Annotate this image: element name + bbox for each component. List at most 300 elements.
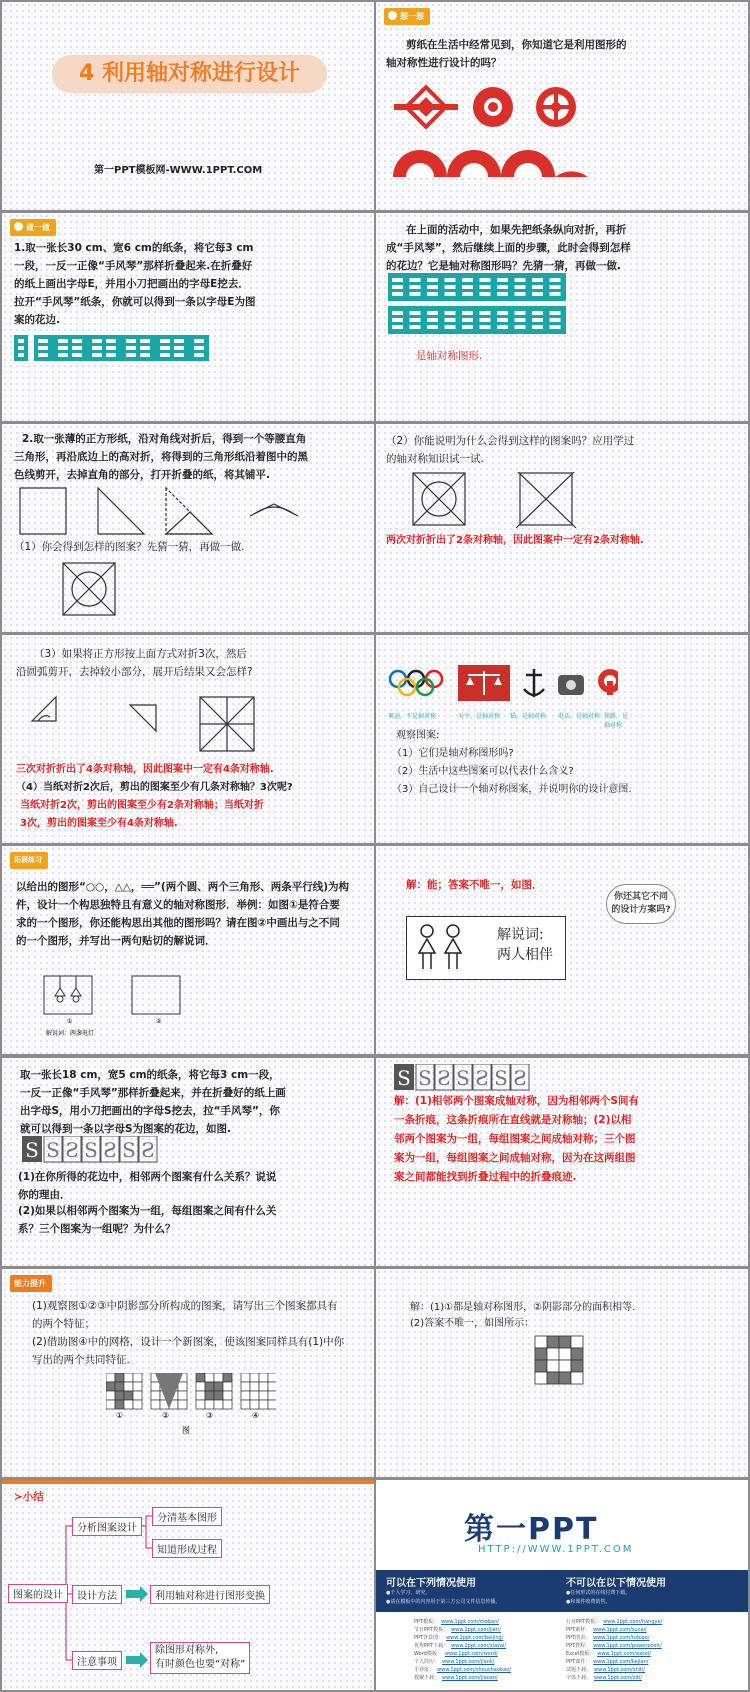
e-cutout-bar	[174, 339, 184, 343]
answer-grid-cell	[559, 1348, 571, 1360]
right-link-list	[566, 1618, 736, 1682]
e-cutout-bar	[92, 339, 102, 343]
link-label: 手抄报：	[414, 1667, 435, 1673]
link-url[interactable]: www.1ppt.com/jianli/	[442, 1659, 495, 1665]
right-link-row	[566, 1666, 736, 1674]
allowed-note-1: ●个人学习、研究。	[386, 1590, 431, 1596]
link-url[interactable]: www.1ppt.com/jieri/	[451, 1627, 501, 1633]
e-cutout-bar	[480, 325, 491, 329]
s-letter: S	[418, 1066, 432, 1090]
symbol-labels	[388, 711, 629, 729]
example-figures	[42, 974, 182, 1018]
e-cutout-bar	[140, 353, 150, 357]
slide-16[interactable]	[376, 1480, 748, 1690]
link-label: 行业PPT模板：	[566, 1619, 601, 1625]
left-link-row	[414, 1650, 564, 1658]
anchor-icon	[524, 669, 544, 697]
forbidden-note-1: ●任何形式的在线付费下载。	[566, 1590, 631, 1596]
e-cutout-bar	[462, 278, 473, 282]
s-letter: S	[46, 1138, 60, 1162]
question-3: （3）如果将正方形按上面方式对折3次，然后沿圆弧剪开，去掉较小部分，展开后结果又会怎样?	[16, 648, 253, 678]
link-url[interactable]: www.1ppt.com/hangye/	[603, 1619, 663, 1625]
grid-cell	[259, 1373, 268, 1382]
knot-papercut	[394, 87, 458, 127]
grid-label-3: ③	[206, 1411, 214, 1420]
e-cutout-bar	[427, 292, 438, 296]
caption-line-1: 解说词:	[497, 927, 544, 943]
e-cutout-bar	[515, 318, 526, 322]
s-letter: S	[513, 1066, 527, 1090]
link-label: PPT模板：	[414, 1619, 439, 1625]
brand-url[interactable]: HTTP://WWW.1PPT.COM	[478, 1544, 634, 1555]
grid-figures	[106, 1373, 276, 1411]
e-cutout-bar	[497, 311, 508, 315]
e-cutout-bar	[515, 292, 526, 296]
answer-grid-cell	[571, 1360, 583, 1372]
e-cutout-bar	[174, 346, 184, 350]
root-node: 图案的设计	[8, 1584, 68, 1603]
e-strip-illustration	[14, 335, 224, 363]
label-railway: 铁路，是轴对称	[604, 713, 629, 729]
e-cutout-bar	[392, 285, 403, 289]
leaf-line-2: 有时颜色也要“对称”	[155, 1659, 246, 1670]
answer-grid-cell	[571, 1348, 583, 1360]
left-link-row	[414, 1674, 564, 1682]
grid-cell	[214, 1391, 223, 1400]
grid-cell	[124, 1391, 133, 1400]
allowed-note-2: ●请在模板中的内容用于第三方公司文件信息传播。	[386, 1599, 501, 1605]
e-cutout-bar	[72, 353, 82, 357]
s-letter: S	[103, 1138, 117, 1162]
e-cutout-bar	[480, 318, 491, 322]
e-cutout-bar	[392, 325, 403, 329]
link-label: 节日PPT模板：	[414, 1627, 449, 1633]
grid-cell	[268, 1391, 276, 1400]
e-cutout-bar	[550, 278, 561, 282]
link-label: 优秀PPT下载：	[414, 1643, 449, 1649]
link-label: Word模板：	[414, 1651, 442, 1657]
e-cutout-bar	[550, 318, 561, 322]
grid-label-1: ①	[116, 1411, 124, 1420]
question-text: （1）你会得到怎样的图案？先猜一猜，再做一做.	[14, 541, 245, 553]
papercut-illustrations	[388, 82, 588, 192]
question-1: (1)在你所得的花边中，相邻两个图案有什么关系？说说你的理由．	[18, 1171, 277, 1201]
e-cutout-bar	[92, 346, 102, 350]
grid-cell	[268, 1373, 276, 1382]
wheel-papercut	[536, 87, 576, 127]
e-cutout-bar	[550, 285, 561, 289]
e-cutout-bar	[38, 353, 48, 357]
slide-12[interactable]	[376, 1058, 748, 1266]
grid-cell	[196, 1391, 205, 1400]
right-link-row	[566, 1626, 736, 1634]
s-letter: S	[456, 1066, 470, 1090]
grid-cell	[106, 1391, 115, 1400]
s-letter: S	[494, 1066, 508, 1090]
question-2: (2)借助图④中的网格，设计一个新图案，使该图案同样具有(1)中你写出的两个共同特征.	[32, 1336, 345, 1366]
e-cutout-bar	[410, 278, 421, 282]
e-cutout-bar	[532, 318, 543, 322]
e-cutout-bar	[427, 318, 438, 322]
grid-cell	[151, 1382, 160, 1391]
telephone-icon	[558, 675, 584, 695]
fig1-label: ①	[67, 1018, 73, 1025]
e-cutout-bar	[392, 318, 403, 322]
link-url[interactable]: www.1ppt.com/shiti/	[594, 1667, 646, 1673]
answer-figure	[406, 916, 566, 980]
e-cutout-bar	[410, 325, 421, 329]
allowed-title: 可以在下列情况使用	[386, 1578, 476, 1589]
e-cutout-bar	[106, 339, 116, 343]
fig2-label: ②	[156, 1018, 162, 1025]
grid-cell	[241, 1391, 250, 1400]
link-url[interactable]: www.1ppt.com/sucai/	[593, 1627, 647, 1633]
e-cutout-bar	[392, 292, 403, 296]
grid-cell	[250, 1382, 259, 1391]
e-cutout-bar	[550, 325, 561, 329]
s-letter: S	[65, 1138, 79, 1162]
symbol-icons	[388, 665, 618, 705]
forbidden-title: 不可以在以下情况使用	[566, 1578, 666, 1589]
observe-q1: （1）它们是轴对称图形吗?	[392, 748, 514, 759]
e-cutout-bar	[126, 346, 136, 350]
left-link-row	[414, 1618, 564, 1626]
grid-cell	[151, 1400, 160, 1409]
forbidden-note-2: ●和课件收费销售。	[566, 1599, 611, 1605]
left-link-row	[414, 1642, 564, 1650]
grid-cell	[268, 1400, 276, 1409]
link-url[interactable]: www.1ppt.com/moban/	[441, 1619, 499, 1625]
slide-3[interactable]	[2, 213, 374, 421]
e-cutout-bar	[410, 285, 421, 289]
answer-text: 解：(1)相邻两个图案成轴对称，因为相邻两个S间有一条折痕，这条折痕所在直线就是对称轴；(2)以相邻两个图案为一组，每组图案之间成轴对称；三个图案为一组，每组图案之间成轴对称，因为在这两组图案之间都能找到折叠过程中的折叠痕迹.	[394, 1095, 639, 1183]
grid-cell	[115, 1382, 124, 1391]
answer-grid	[534, 1335, 586, 1387]
pencil-icon	[14, 222, 23, 231]
link-url[interactable]: www.1ppt.com/tubiao/	[593, 1635, 650, 1641]
tag-label: 想一想	[400, 12, 424, 21]
leaf-line-1: 除图形对称外,	[155, 1645, 219, 1656]
right-link-row	[566, 1674, 736, 1682]
answer-grid-cell	[535, 1348, 547, 1360]
slide-7[interactable]	[2, 635, 374, 843]
answer-text: 解：能；答案不唯一，如图．	[406, 879, 543, 891]
grid-cell	[115, 1373, 124, 1382]
slide-8[interactable]	[376, 635, 748, 843]
answer-3: 三次对折折出了4条对称轴，因此图案中一定有4条对称轴.	[16, 764, 274, 775]
grid-cell	[106, 1382, 115, 1391]
slide-13[interactable]	[2, 1269, 374, 1477]
right-link-row	[566, 1658, 736, 1666]
grid-cell	[214, 1373, 223, 1382]
olympic-rings-icon	[390, 671, 442, 695]
link-label: 字体下载：	[566, 1675, 592, 1681]
section-tag: 拓展练习	[10, 852, 48, 869]
grid-cell	[241, 1373, 250, 1382]
grid-cell	[241, 1382, 250, 1391]
brand-logo: 第一PPT	[464, 1512, 599, 1547]
exercise-text: 以给出的图形“○○，△△，══”(两个圆、两个三角形、两条平行线)为构件，设计一个构思独特且有意义的轴对称图形．举例：如图①是符合要求的一个图形，你还能构思出其他的图形吗？请在图②中画出与之不同的一个图形，并写出一两句贴切的解说词．	[16, 881, 350, 947]
e-cutout-bar	[427, 311, 438, 315]
e-cutout-bar	[72, 346, 82, 350]
pattern-figures	[412, 472, 612, 528]
s-letter: S	[84, 1138, 98, 1162]
grid-cell	[151, 1391, 160, 1400]
link-url[interactable]: www.1ppt.com/excel/	[597, 1651, 651, 1657]
folding-steps	[18, 486, 338, 538]
answer-grid-cell	[547, 1372, 559, 1384]
e-cutout-bar	[160, 339, 170, 343]
answer-grid-cell	[535, 1360, 547, 1372]
e-cutout-bar	[445, 311, 456, 315]
grid-cell	[106, 1373, 115, 1382]
left-link-list	[414, 1618, 564, 1682]
section-tag: 做一做	[10, 219, 56, 236]
slide-2[interactable]	[376, 2, 748, 210]
e-cutout-bar	[550, 311, 561, 315]
grid-cell	[106, 1400, 115, 1409]
link-url[interactable]: www.1ppt.com/ziti/	[594, 1675, 642, 1681]
branch-method: 设计方法	[72, 1585, 122, 1604]
grid-cell	[205, 1382, 214, 1391]
e-cutout-bar	[462, 325, 473, 329]
question-1: (1)观察图①②③中阴影部分所构成的图案，请写出三个图案都具有的两个特征；	[32, 1300, 338, 1330]
e-cutout-bar	[160, 353, 170, 357]
leaf-color-symmetry	[150, 1642, 250, 1674]
right-link-row	[566, 1618, 736, 1626]
e-cutout-bar	[194, 353, 204, 357]
e-cutout-bar	[480, 278, 491, 282]
label-olympic: 奥运，不是轴对称	[388, 713, 437, 720]
e-cutout-bar	[38, 339, 48, 343]
e-cutout-bar	[550, 292, 561, 296]
grid-cell	[196, 1400, 205, 1409]
three-fold-figures	[30, 695, 260, 755]
grid-cell	[196, 1373, 205, 1382]
observe-heading: 观察图案:	[396, 730, 440, 741]
e-cutout-bar	[58, 346, 68, 350]
section-tag	[384, 8, 430, 25]
e-cutout-bar	[480, 292, 491, 296]
grid-cell	[205, 1373, 214, 1382]
link-label: PPT教程：	[566, 1643, 591, 1649]
link-label: PPT课件：	[566, 1659, 591, 1665]
e-cutout-bar	[126, 353, 136, 357]
e-cutout-bar	[427, 285, 438, 289]
e-cutout-bar	[462, 311, 473, 315]
flower-papercut	[473, 87, 513, 127]
leaf-basic-shapes: 分清基本图形	[152, 1507, 222, 1526]
caption-line-2: 两人相伴	[497, 947, 553, 963]
e-cutout-bar	[72, 339, 82, 343]
e-cutout-bar	[462, 318, 473, 322]
answer-grid-cell	[547, 1360, 559, 1372]
arch-papercut	[393, 150, 588, 177]
right-link-row	[566, 1634, 736, 1642]
e-cutout-bar	[497, 278, 508, 282]
e-cutout-bar	[445, 325, 456, 329]
e-cutout-bar	[392, 311, 403, 315]
license-banner	[376, 1570, 748, 1612]
link-url[interactable]: www.1ppt.com/beijing/	[446, 1635, 504, 1641]
e-cutout-bar	[532, 278, 543, 282]
leaf-transform: 利用轴对称进行图形变换	[150, 1585, 270, 1604]
grid-cell	[250, 1373, 259, 1382]
e-cutout-bar	[497, 285, 508, 289]
link-url[interactable]: www.1ppt.com/kejian/	[593, 1659, 649, 1665]
link-url[interactable]: www.1ppt.com/powerpoint/	[593, 1643, 662, 1649]
link-url[interactable]: www.1ppt.com/shouchaobao/	[437, 1667, 511, 1673]
e-cutout-bar	[515, 278, 526, 282]
branch-analysis: 分析图案设计	[72, 1517, 142, 1536]
section-tag: 能力提升	[10, 1275, 52, 1292]
right-link-row	[566, 1642, 736, 1650]
e-cutout-bar	[497, 325, 508, 329]
e-cutout-bar	[194, 339, 204, 343]
left-link-row	[414, 1658, 564, 1666]
lesson-title: 4 利用轴对称进行设计	[52, 55, 327, 93]
e-cutout-bar	[462, 285, 473, 289]
e-cutout-bar	[140, 346, 150, 350]
activity-text: 1.取一张长30 cm、宽6 cm的纸条，将它每3 cm一段，一反一正像“手风琴”那样折叠起来.在折叠好的纸上画出字母E，并用小刀把画出的字母E挖去．拉开“手风琴”纸条，你就可以得到一条以字母E为图案的花边.	[14, 242, 256, 326]
answer-2: (2)答案不唯一，如图所示：	[410, 1318, 535, 1329]
observe-q3: （3）自己设计一个轴对称图案，并说明你的设计意图.	[392, 784, 632, 795]
e-cutout-bar	[38, 346, 48, 350]
e-cutout-bar	[532, 325, 543, 329]
grid-cell	[133, 1400, 142, 1409]
grid-cell	[133, 1391, 142, 1400]
grid-cell	[115, 1400, 124, 1409]
grid-cell	[178, 1391, 187, 1400]
scales-icon	[458, 665, 510, 701]
e-cutout-bar	[532, 292, 543, 296]
grid-cell	[124, 1400, 133, 1409]
answer-1: 解：(1)①都是轴对称图形，②阴影部分的面积相等.	[410, 1302, 636, 1313]
link-url[interactable]: www.1ppt.com/word/	[444, 1651, 498, 1657]
summary-heading: ≻小结	[14, 1491, 44, 1503]
grid-cell	[115, 1391, 124, 1400]
e-cutout-bar	[532, 285, 543, 289]
e-cutout-bar	[445, 292, 456, 296]
e-cutout-bar	[532, 311, 543, 315]
s-letter: S	[397, 1066, 411, 1090]
slide-10[interactable]	[376, 846, 748, 1054]
slide-4[interactable]	[376, 213, 748, 421]
link-label: PPT素材：	[566, 1627, 591, 1633]
e-cutout-bar	[92, 353, 102, 357]
grid-label-4: ④	[252, 1411, 260, 1420]
link-label: PPT背景图：	[414, 1635, 444, 1641]
slide-15[interactable]	[2, 1480, 374, 1690]
e-cutout-bar	[140, 339, 150, 343]
grid-cell	[124, 1382, 133, 1391]
s-letter: S	[475, 1066, 489, 1090]
grid-cell	[259, 1391, 268, 1400]
e-cutout-bar	[480, 285, 491, 289]
slide-11[interactable]	[2, 1058, 374, 1266]
e-cutout-bar	[515, 325, 526, 329]
answer-grid-cell	[559, 1372, 571, 1384]
figure-caption: 图	[182, 1426, 190, 1435]
activity-text: 2.取一张薄的正方形纸，沿对角线对折后，得到一个等腰直角三角形，再沿底边上的高对折，将得到的三角形纸沿着图中的黑色线剪开，去掉直角的部分，打开折叠的纸，将其铺平.	[14, 433, 308, 481]
e-cutout-bar	[410, 311, 421, 315]
slide-9[interactable]	[2, 846, 374, 1054]
link-label: Excel模板：	[566, 1651, 595, 1657]
activity-text: 取一张长18 cm，宽5 cm的纸条，将它每3 cm一段，一反一正像“手风琴”那样折叠起来，并在折叠好的纸上画出字母S，用小刀把画出的字母S挖去，拉“手风琴”，你就可以得到一条以字母S为图案的花边，如图.	[20, 1069, 286, 1135]
slide-5[interactable]	[2, 424, 374, 632]
left-link-row	[414, 1634, 564, 1642]
grid-cell	[259, 1400, 268, 1409]
s-letter: S	[437, 1066, 451, 1090]
e-cutout-bar	[58, 339, 68, 343]
link-label: 试题下载：	[566, 1667, 592, 1673]
slide-14[interactable]	[376, 1269, 748, 1477]
slide-6[interactable]	[376, 424, 748, 632]
grid-cell	[205, 1400, 214, 1409]
grid-cell	[214, 1382, 223, 1391]
question-2: (2)如果以相邻两个图案为一组，每组图案之间有什么关系？三个图案为一组呢？为什么？	[18, 1205, 277, 1235]
e-cutout-bar	[515, 285, 526, 289]
link-url[interactable]: www.1ppt.com/jiaoan/	[442, 1675, 498, 1681]
s-letter: S	[141, 1138, 155, 1162]
grid-cell	[178, 1382, 187, 1391]
question-text: （2）你能说明为什么会得到这样的图案吗？应用学过的轴对称知识试一试.	[386, 435, 635, 465]
e-cutout-bar	[160, 346, 170, 350]
label-phone: 电话，是轴对称	[558, 713, 601, 720]
e-cutout-bar	[174, 353, 184, 357]
grid-cell	[124, 1373, 133, 1382]
answer-grid-cell	[559, 1360, 571, 1372]
answer-grid-cell	[547, 1348, 559, 1360]
two-people-icon	[413, 923, 469, 973]
grid-cell	[241, 1400, 250, 1409]
hint-bubble: 你还其它不同的设计方案吗?	[606, 884, 676, 924]
e-cutout-bar	[410, 292, 421, 296]
e-cutout-bar	[106, 353, 116, 357]
answer-4: 当纸对折2次，剪出的图案至少有2条对称轴；当纸对折3次，剪出的图案至少有4条对称轴.	[20, 800, 264, 829]
grid-cell	[205, 1391, 214, 1400]
railway-icon	[598, 669, 618, 695]
e-cutout-bar	[427, 325, 438, 329]
left-link-row	[414, 1626, 564, 1634]
left-link-row	[414, 1666, 564, 1674]
grid-label-2: ②	[162, 1411, 170, 1420]
question-4: （4）当纸对折2次后，剪出的图案至少有几条对称轴？3次呢?	[16, 782, 293, 793]
grid-cell	[196, 1382, 205, 1391]
e-cutout-bar	[106, 346, 116, 350]
s-strip-illustration	[394, 1064, 534, 1092]
link-label: 教案下载：	[414, 1675, 440, 1681]
grid-cell	[259, 1382, 268, 1391]
link-url[interactable]: www.1ppt.com/xiazai/	[451, 1643, 507, 1649]
e-cutout-bar	[445, 285, 456, 289]
grid-cell	[268, 1382, 276, 1391]
grid-cell	[223, 1400, 232, 1409]
e-cutout-bar	[427, 278, 438, 282]
double-e-strip	[388, 273, 568, 337]
right-link-row	[566, 1650, 736, 1658]
e-cutout-bar	[497, 318, 508, 322]
answer-grid-cell	[547, 1336, 559, 1348]
e-cutout-bar	[126, 339, 136, 343]
label-scales: 天平，是轴对称	[458, 713, 501, 720]
slide-1[interactable]	[2, 2, 374, 210]
link-label: 个人简历：	[414, 1659, 440, 1665]
e-cutout-bar	[445, 278, 456, 282]
grid-cell	[223, 1373, 232, 1382]
grid-cell	[178, 1400, 187, 1409]
fig-caption: 解说词：两盏电灯	[46, 1030, 95, 1037]
